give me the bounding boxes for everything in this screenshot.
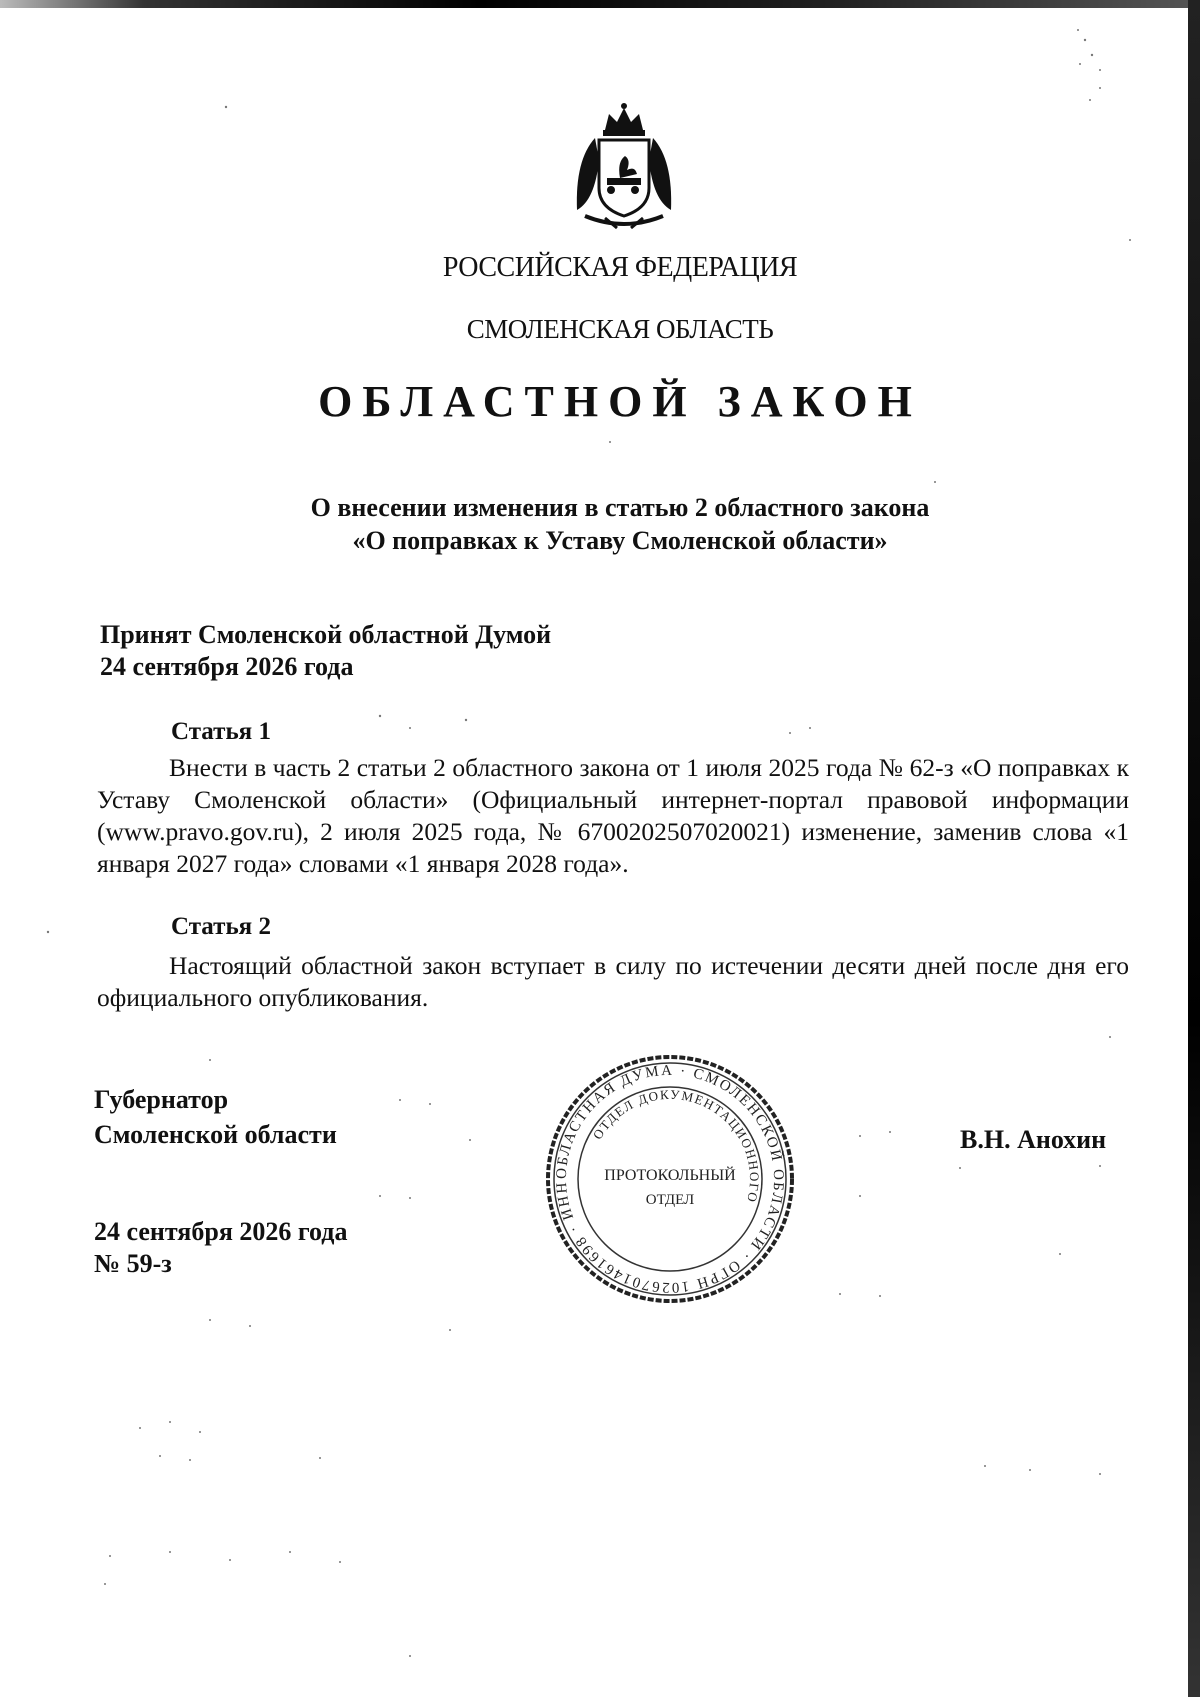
law-title-line-2: «О поправках к Уставу Смоленской области»: [352, 526, 888, 555]
law-number: № 59-з: [94, 1249, 172, 1278]
stamp-ring-text: ОБЛАСТНАЯ ДУМА · СМОЛЕНСКОЙ ОБЛАСТИ · ОГРН 1026701461698 · ИНН: [553, 1062, 787, 1296]
signatory-position-line-2: Смоленской области: [94, 1120, 337, 1149]
stamp-inner-text: ОТДЕЛ ДОКУМЕНТАЦИОННОГО: [589, 1086, 763, 1205]
article-1-heading: Статья 1: [171, 718, 271, 745]
law-signing-date: 24 сентября 2026 года: [94, 1217, 348, 1246]
article-1-text: Внести в часть 2 статьи 2 областного закона от 1 июля 2025 года № 62-з «О поправках к Уставу Смоленской области» (Официальный интернет-портал правовой информации (www.pravo.gov.ru), 2 июля 2025 года, № 6700202507020021) изменение, заменив слова «1 января 2027 года» словами «1 января 2028 года».: [97, 753, 1129, 878]
stamp-center-line-1: ПРОТОКОЛЬНЫЙ: [604, 1167, 736, 1184]
article-2-heading: Статья 2: [171, 913, 271, 940]
law-title-line-1: О внесении изменения в статью 2 областного закона: [310, 493, 930, 522]
signatory-name: В.Н. Анохин: [960, 1125, 1107, 1154]
region-heading: СМОЛЕНСКАЯ ОБЛАСТЬ: [466, 314, 774, 344]
stamp-center-line-2: ОТДЕЛ: [645, 1192, 695, 1208]
country-heading: РОССИЙСКАЯ ФЕДЕРАЦИЯ: [442, 252, 798, 283]
signatory-position-line-1: Губернатор: [94, 1085, 229, 1114]
adoption-date: 24 сентября 2026 года: [100, 652, 354, 681]
article-2-text: Настоящий областной закон вступает в силу по истечении десяти дней после дня его официального опубликования.: [97, 951, 1129, 1012]
document-type-title: ОБЛАСТНОЙ ЗАКОН: [318, 377, 922, 426]
adoption-line-1: Принят Смоленской областной Думой: [100, 620, 552, 649]
